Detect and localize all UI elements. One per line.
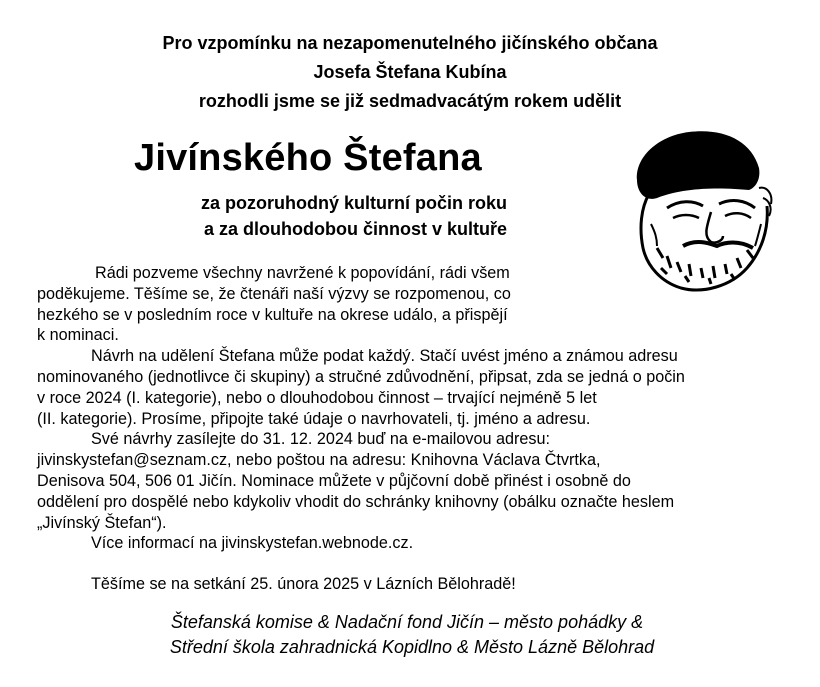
- paragraph-2-line: nominovaného (jednotlivce či skupiny) a stručné zdůvodnění, připsat, zda se jedná o počin: [37, 367, 685, 386]
- paragraph-1-line: Rádi pozveme všechny navržené k popovídání, rádi všem: [95, 264, 510, 282]
- footer-line-1: Štefanská komise & Nadační fond Jičín – město pohádky &: [170, 612, 644, 632]
- meeting-line: Těšíme se na setkání 25. února 2025 v Lázních Bělohradě!: [91, 575, 516, 594]
- paragraph-3-line: oddělení pro dospělé nebo kdykoliv vhodit do schránky knihovny (obálku označte heslem: [37, 492, 675, 511]
- header-line-1: Pro vzpomínku na nezapomenutelného jičínského občana: [162, 33, 658, 53]
- paragraph-3-line: jivinskystefan@seznam.cz, nebo poštou na adresu: Knihovna Václava Čtvrtka,: [37, 451, 601, 470]
- paragraph-2-line: (II. kategorie). Prosíme, připojte také údaje o navrhovateli, tj. jméno a adresu.: [37, 409, 591, 428]
- invitation-body: [37, 263, 782, 595]
- paragraph-2-line: Návrh na udělení Štefana může podat každý. Stačí uvést jméno a známou adresu: [91, 347, 678, 366]
- award-title: Jivínského Štefana: [134, 137, 482, 179]
- spacer: [37, 554, 782, 574]
- paragraph-3-line: Své návrhy zasílejte do 31. 12. 2024 buď na e-mailovou adresu:: [91, 430, 550, 449]
- header-line-3: rozhodli jsme se již sedmadvacátým rokem udělit: [198, 91, 622, 111]
- footer-line-2: Střední škola zahradnická Kopidlno & Město Lázně Bělohrad: [169, 637, 655, 657]
- paragraph-3-line: „Jivínský Štefan“).: [37, 513, 167, 532]
- paragraph-1-line: k nominaci.: [37, 326, 119, 345]
- paragraph-2-line: v roce 2024 (I. kategorie), nebo o dlouhodobou činnost – trvající nejméně 5 let: [37, 388, 597, 407]
- award-subtitle-2: a za dlouhodobou činnost v kultuře: [204, 219, 508, 239]
- paragraph-3-line: Denisova 504, 506 01 Jičín. Nominace můžete v půjčovní době přinést i osobně do: [37, 471, 631, 490]
- header-line-2-name: Josefa Štefana Kubína: [313, 62, 507, 82]
- award-subtitle-1: za pozoruhodný kulturní počin roku: [201, 193, 507, 213]
- more-info-line: Více informací na jivinskystefan.webnode.cz.: [91, 534, 414, 553]
- paragraph-1-line: hezkého se v posledním roce v kultuře na okrese událo, a přispějí: [37, 305, 508, 324]
- paragraph-1-line: poděkujeme. Těšíme se, že čtenáři naší výzvy se rozpomenou, co: [37, 284, 511, 303]
